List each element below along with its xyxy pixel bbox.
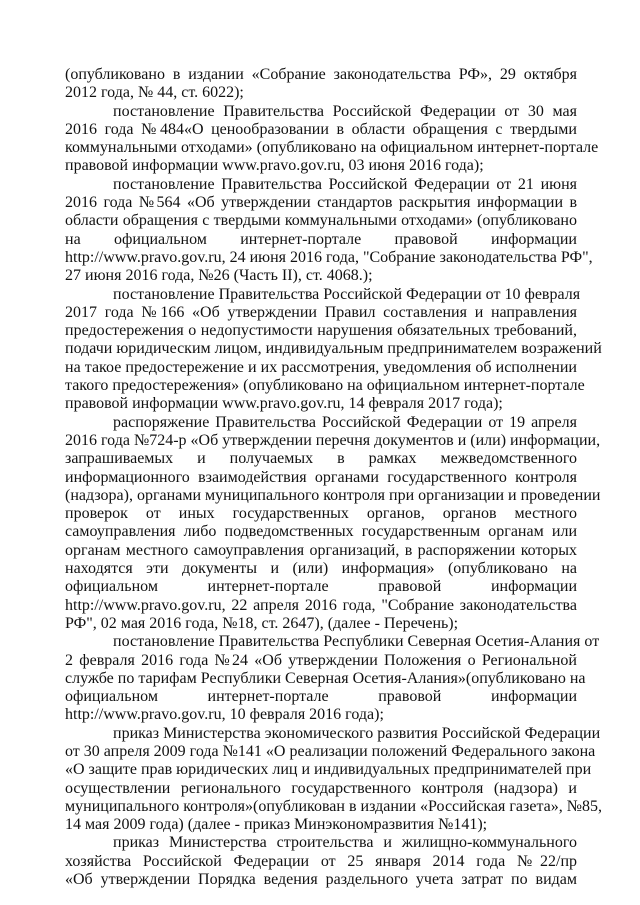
text-line: проверок от иных государственных органов, органов местного: [65, 505, 577, 523]
paragraph: [65, 633, 600, 724]
text-line: органам местного самоуправления организаций, в распоряжении которых: [65, 541, 577, 559]
paragraph: [65, 66, 577, 103]
text-line: от 30 апреля 2009 года №141 «О реализации положений Федерального закона: [65, 742, 596, 760]
text-line: службе по тарифам Республики Северная Осетия-Алания»(опубликовано на: [65, 669, 586, 687]
text-line: самоуправления либо подведомственных государственным органам или: [65, 523, 577, 541]
paragraph: [65, 724, 603, 835]
text-line: постановление Правительства Российской Федерации от 30 мая: [113, 102, 577, 120]
text-line: правовой информации www.pravo.gov.ru, 14 февраля 2017 года);: [65, 395, 503, 413]
text-line: «О защите прав юридических лиц и индивидуальных предпринимателей при: [65, 761, 592, 779]
text-line: на такое предостережение и их рассмотрения, уведомления об исполнении: [65, 358, 577, 376]
text-line: подачи юридическим лицом, индивидуальным предпринимателем возражений: [65, 340, 602, 358]
paragraph: [65, 834, 577, 889]
text-line: постановление Правительства Республики Северная Осетия-Алания от: [113, 633, 600, 651]
paragraph: [65, 413, 601, 634]
text-line: распоряжение Правительства Российской Федерации от 19 апреля: [113, 413, 577, 431]
paragraph: [65, 285, 602, 414]
text-line: 2016 года №564 «Об утверждении стандартов раскрытия информации в: [65, 194, 577, 212]
text-line: области обращения с твердыми коммунальными отходами» (опубликовано: [65, 212, 577, 230]
text-line: приказ Министерства экономического развития Российской Федерации: [113, 724, 601, 742]
text-line: 2016 года №724-р «Об утверждении перечня документов и (или) информации,: [65, 431, 601, 449]
text-line: http://www.pravo.gov.ru, 10 февраля 2016 года);: [65, 706, 384, 724]
text-line: запрашиваемых и получаемых в рамках межведомственного: [65, 450, 577, 468]
text-line: хозяйства Российской Федерации от 25 января 2014 года №22/пр: [65, 852, 577, 870]
text-line: предостережения о недопустимости нарушения обязательных требований,: [65, 322, 577, 340]
text-line: муниципального контроля»(опубликован в издании «Российская газета», №85,: [65, 797, 603, 815]
text-line: приказ Министерства строительства и жилищно-коммунального: [113, 834, 577, 852]
text-line: http://www.pravo.gov.ru, 22 апреля 2016 года, "Собрание законодательства: [65, 596, 577, 614]
text-line: (опубликовано в издании «Собрание законодательства РФ», 29 октября: [65, 66, 577, 83]
text-line: такого предостережения» (опубликовано на официальном интернет-портале: [65, 377, 585, 395]
text-line: РФ", 02 мая 2016 года, №18, ст. 2647), (далее - Перечень);: [65, 614, 459, 632]
text-line: осуществлении регионального государственного контроля (надзора) и: [65, 779, 577, 797]
document-page: [65, 66, 603, 889]
text-line: 2017 года №166 «Об утверждении Правил составления и направления: [65, 303, 577, 321]
text-line: http://www.pravo.gov.ru, 24 июня 2016 года, "Собрание законодательства РФ",: [65, 248, 593, 266]
text-line: правовой информации www.pravo.gov.ru, 03 июня 2016 года);: [65, 157, 484, 175]
text-line: коммунальными отходами» (опубликовано на официальном интернет-портале: [65, 139, 599, 157]
text-line: официальном интернет-портале правовой информации: [65, 688, 577, 706]
text-line: 2 февраля 2016 года №24 «Об утверждении Положения о Региональной: [65, 651, 577, 669]
text-line: информационного взаимодействия органами государственного контроля: [65, 468, 577, 486]
text-line: постановление Правительства Российской Федерации от 21 июня: [113, 175, 577, 193]
text-line: «Об утверждении Порядка ведения раздельного учета затрат по видам: [65, 871, 577, 889]
text-line: находятся эти документы и (или) информация» (опубликовано на: [65, 560, 577, 578]
text-line: постановление Правительства Российской Федерации от 10 февраля: [113, 285, 581, 303]
paragraph: [65, 102, 599, 176]
text-line: на официальном интернет-портале правовой информации: [65, 230, 577, 248]
paragraph: [65, 175, 593, 286]
text-line: (надзора), органами муниципального контроля при организации и проведении: [65, 486, 601, 504]
text-line: официальном интернет-портале правовой информации: [65, 578, 577, 596]
text-line: 27 июня 2016 года, №26 (Часть II), ст. 4068.);: [65, 267, 373, 285]
text-line: 14 мая 2009 года) (далее - приказ Минэкономразвития №141);: [65, 816, 488, 834]
text-line: 2012 года, № 44, ст. 6022);: [65, 84, 244, 102]
text-line: 2016 года №484«О ценообразовании в области обращения с твердыми: [65, 120, 577, 138]
